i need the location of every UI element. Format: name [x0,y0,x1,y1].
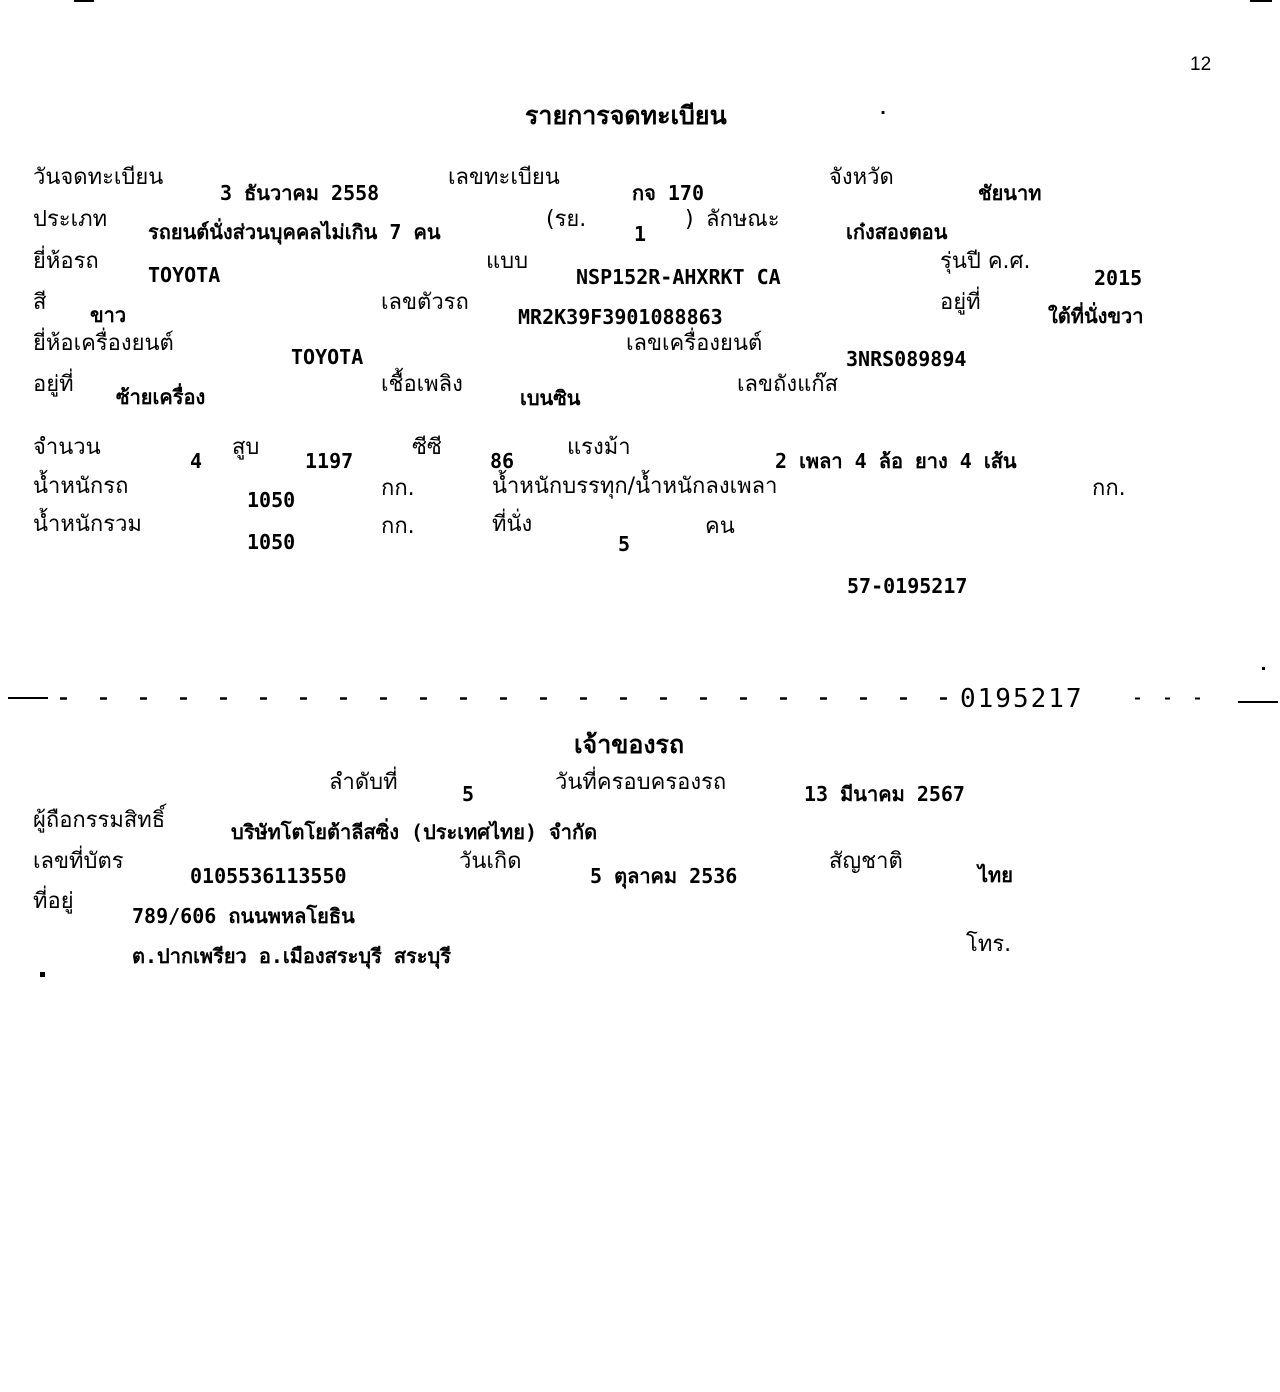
make-label: ยี่ห้อรถ [33,249,99,274]
possession-date-value: 13 มีนาคม 2567 [804,782,965,806]
order-label: ลำดับที่ [329,770,398,795]
province-value: ชัยนาท [978,181,1042,205]
model-label: แบบ [486,249,529,274]
plate-value: กจ 170 [632,181,704,205]
perforation-edge-right [1238,701,1278,703]
id-value: 0105536113550 [190,864,347,888]
color-label: สี [33,290,47,315]
perforation-number: 0195217 [960,684,1084,714]
nationality-label: สัญชาติ [829,849,903,874]
owner-name: บริษัทโตโยต้าลีสซิ่ง (ประเทศไทย) จำกัด [231,820,598,844]
chassis-location-value: ใต้ที่นั่งขวา [1048,304,1144,328]
gas-tank-label: เลขถังแก๊ส [737,372,839,397]
address-line1: 789/606 ถนนพหลโยธิน [132,904,355,928]
fuel-value: เบนซิน [520,386,581,410]
payload-label: น้ำหนักบรรทุก/น้ำหนักลงเพลา [492,474,778,499]
engine-number-value: 3NRS089894 [846,347,967,371]
vehicle-weight-value: 1050 [247,488,296,512]
address-line2: ต.ปากเพรียว อ.เมืองสระบุรี สระบุรี [132,944,451,968]
gross-weight-value: 1050 [247,530,296,554]
page-number: 12 [1190,54,1212,75]
scan-speck [1250,0,1272,2]
ry-label-close: ) [685,207,694,232]
payload-unit: กก. [1092,476,1126,501]
plate-label: เลขทะเบียน [448,165,560,190]
owner-label: ผู้ถือกรรมสิทธิ์ [33,808,166,833]
vehicle-weight-label: น้ำหนักรถ [33,474,129,499]
cc-value: 1197 [305,449,354,473]
scan-speck [40,972,45,977]
engine-number-label: เลขเครื่องยนต์ [626,331,763,356]
cylinders-label: จำนวน [33,435,101,460]
perforation-line [0,697,1280,700]
axles-value: 2 เพลา 4 ล้อ ยาง 4 เส้น [775,449,1017,473]
body-style-label: ลักษณะ [706,207,780,232]
phone-label: โทร. [966,932,1012,957]
id-label: เลขที่บัตร [33,849,124,874]
registration-date-label: วันจดทะเบียน [33,165,164,190]
vehicle-weight-unit: กก. [381,476,415,501]
hp-label: แรงม้า [567,435,631,460]
heading-dot: · [880,103,887,122]
engine-make-value: TOYOTA [291,345,364,369]
cylinders-value: 4 [190,449,203,473]
owner-heading: เจ้าของรถ [574,730,685,759]
seats-label: ที่นั่ง [492,512,533,537]
chassis-location-label: อยู่ที่ [940,290,981,315]
province-label: จังหวัด [829,165,894,190]
scan-speck [74,0,94,2]
engine-location-label: อยู่ที่ [33,372,74,397]
registration-serial: 57-0195217 [847,574,968,598]
color-value: ขาว [90,303,127,327]
seats-unit: คน [705,514,735,539]
model-value: NSP152R-AHXRKT CA [576,265,781,289]
registration-date-value: 3 ธันวาคม 2558 [220,181,380,205]
type-label: ประเภท [33,207,108,232]
model-year-value: 2015 [1094,266,1143,290]
gross-weight-label: น้ำหนักรวม [33,512,142,537]
model-year-label: รุ่นปี ค.ศ. [940,249,1031,274]
cc-label: ซีซี [412,435,442,460]
possession-date-label: วันที่ครอบครองรถ [555,770,727,795]
seats-value: 5 [618,532,631,556]
registration-heading: รายการจดทะเบียน [525,101,727,130]
hp-value: 86 [490,449,515,473]
type-value: รถยนต์นั่งส่วนบุคคลไม่เกิน 7 คน [148,220,441,244]
ry-value: 1 [634,222,647,246]
engine-location-value: ซ้ายเครื่อง [116,385,206,409]
cylinders-unit: สูบ [232,435,260,460]
ry-label-open: (รย. [546,207,587,232]
body-style-value: เก๋งสองตอน [846,220,948,244]
address-label: ที่อยู่ [33,889,74,914]
scan-speck [1262,667,1265,670]
birth-date-label: วันเกิด [459,849,522,874]
gross-weight-unit: กก. [381,514,415,539]
fuel-label: เชื้อเพลิง [381,372,463,397]
birth-date-value: 5 ตุลาคม 2536 [590,864,738,888]
chassis-value: MR2K39F3901088863 [518,305,723,329]
make-value: TOYOTA [148,263,221,287]
chassis-label: เลขตัวรถ [381,290,469,315]
engine-make-label: ยี่ห้อเครื่องยนต์ [33,331,174,356]
order-value: 5 [462,782,475,806]
nationality-value: ไทย [978,863,1013,887]
